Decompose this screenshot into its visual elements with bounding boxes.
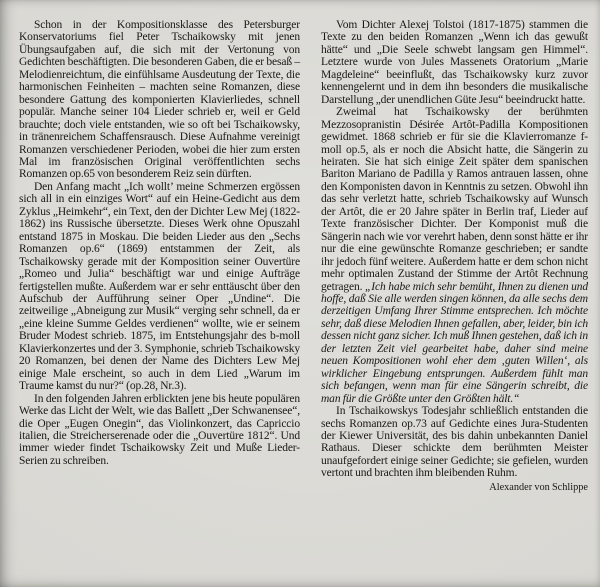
body-text: Vom Dichter Alexej Tolstoi (1817-1875) stammen die Texte zu den beiden Romanzen „Wenn ich das gewußt hätte“ und „Die Seele schwebt langsam gen Himmel“. Letztere wurde von Jules Massenets Oratorium „Marie Magdeleine“ beeinflußt, das Tschaikowsky kurz zuvor kennengelernt und in dem ihn besonders die musikalische Darstellung „der unendlichen Güte Jesu“ beeindruckt hatte. [321,19,588,106]
left-text-column [19,19,300,494]
body-text: Schon in der Kompositionsklasse des Petersburger Konservatoriums fiel Peter Tschaikowsky mit jenen Übungsaufgaben auf, die sich mit der Vertonung von Gedichten beschäftigten. Die besonderen Gaben, die er besaß – Melodienreichtum, die einfühlsame Ausdeutung der Texte, die harmonischen Feinheiten – machten seine Romanzen, diese besondere Gattung des komponierten Klavierliedes, schnell populär. Manche seiner 104 Lieder schrieb er, weil er Geld brauchte; doch viele entstanden, wie so oft bei Tschaikowsky, in tränenreichem Schaffensrausch. Diese Aufnahme vereinigt Romanzen verschiedener Perioden, wobei die hier zum ersten Mal im französischen Original veröffentlichten sechs Romanzen op.65 von besonderem Reiz sein dürften. [19,19,300,181]
body-text: In Tschaikowskys Todesjahr schließlich entstanden die sechs Romanzen op.73 auf Gedichte eines Jura-Studenten der Kiewer Universität, des bis dahin unbekannten Daniel Rathaus. Dieser schickte dem berühmten Meister unaufgefordert einige seiner Gedichte; sie gefielen, wurden vertont und brachten ihm bleibenden Ruhm. [321,405,588,480]
paragraph [321,19,588,106]
body-text: Den Anfang macht „Ich wollt’ meine Schmerzen ergössen sich all in ein einziges Wort“ auf ein Heine-Gedicht aus dem Zyklus „Heimkehr“, ein Text, den der Dichter Lew Mej (1822-1862) ins Russische übersetzte. Dieses Werk ohne Opuszahl entstand 1875 in Moskau. Die beiden Lieder aus den „Sechs Romanzen op.6“ (1869) entstammen der Zeit, als Tschaikowsky gerade mit der Komposition seiner Ouvertüre „Romeo und Julia“ beschäftigt war und einige Aufträge fertigstellen mußte. Außerdem war er sehr enttäuscht über den Aufschub der Aufführung seiner Oper „Undine“. Die zeitweilige „Abneigung zur Musik“ verging sehr schnell, da er „eine kleine Summe Geldes verdienen“ wollte, wie er seinem Bruder Modest schrieb. 1875, im Entstehungsjahr des b-moll Klavierkonzertes und der 3. Symphonie, schrieb Tschaikowsky 20 Romanzen, bei denen der Name des Dichters Lew Mej einige Male erscheint, so auch in dem Lied „Warum im Traume kamst du nur?“ (op.28, Nr.3). [19,180,300,393]
text-columns [19,19,588,494]
paragraph [19,19,300,181]
paragraph [321,405,588,480]
right-text-column [321,19,588,494]
body-text: Zweimal hat Tschaikowsky der berühmten Mezzosopranistin Désirée Artôt-Padilla Kompositionen gewidmet. 1868 schrieb er für sie die Klavierromanze f-moll op.5, als er noch die Absicht hatte, die Sängerin zu heiraten. Sie hat sich einige Zeit später dem spanischen Bariton Mariano de Padilla y Ramos antrauen lassen, ohne den Komponisten davon in Kenntnis zu setzen. Obwohl ihn das sehr verletzt hatte, schrieb Tschaikowsky auf Wunsch der Artôt, die er 20 Jahre später in Berlin traf, Lieder auf Texte französischer Dichter. Der Komponist muß die Sängerin nach wie vor verehrt haben, denn sonst hätte er ihr nur die eine gewünschte Romanze geschrieben; er sandte ihr jedoch fünf weitere. Außerdem hatte er dem schon nicht mehr optimalen Zustand der Stimme der Artôt Rechnung getragen. [321,106,588,293]
paragraph [19,393,300,468]
author-signature: Alexander von Schlippe [489,481,588,493]
paragraph [321,106,588,405]
right-column-paragraphs [321,19,588,480]
paragraph [19,181,300,393]
quoted-letter-text: „Ich habe mich sehr bemüht, Ihnen zu dienen und hoffe, daß Sie alle werden singen können, da alle sechs dem derzeitigen Umfang Ihrer Stimme entsprechen. Ich möchte sehr, daß diese Melodien Ihnen gefallen, aber, leider, bin ich dessen nicht ganz sicher. Ich muß Ihnen gestehen, daß ich in der letzten Zeit viel gearbeitet habe, daher sind meine neuen Kompositionen wohl eher dem ‚guten Willen‘, als wirklicher Eingebung entsprungen. Außerdem fühlt man sich befangen, wenn man für eine Sängerin schreibt, die man für die Größte unter den Größten hält.“ [321,280,588,405]
body-text: In den folgenden Jahren erblickten jene bis heute populären Werke das Licht der Welt, wie das Ballett „Der Schwanensee“, die Oper „Eugen Onegin“, das Violinkonzert, das Capriccio italien, die Streicherserenade oder die „Ouvertüre 1812“. Und immer wieder findet Tschaikowsky Zeit und Muße Lieder-Serien zu schreiben. [19,392,300,467]
